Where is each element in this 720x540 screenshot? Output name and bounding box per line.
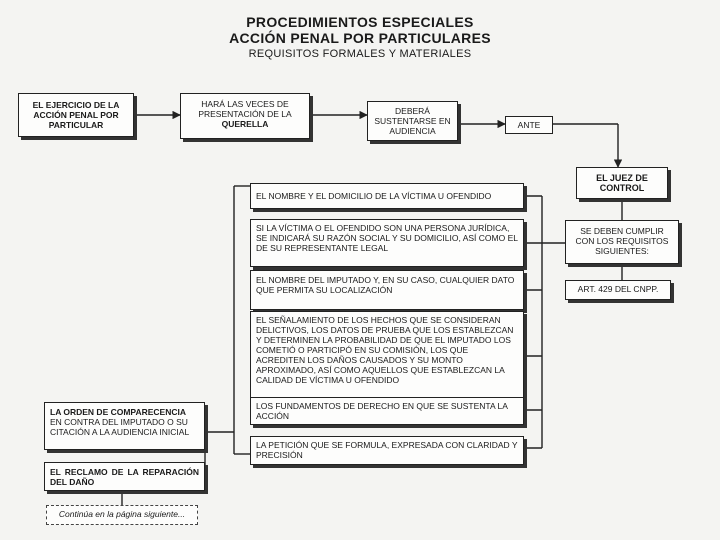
requisito-5: LOS FUNDAMENTOS DE DERECHO EN QUE SE SUSTENTA LA ACCIÓN — [250, 397, 524, 425]
box-orden-comparecencia — [44, 402, 205, 450]
box-ante: ANTE — [505, 116, 553, 134]
box-reclamo: EL RECLAMO DE LA REPARACIÓN DEL DAÑO — [44, 462, 205, 491]
orden-rest: EN CONTRA DEL IMPUTADO O SU CITACIÓN A LA AUDIENCIA INICIAL — [50, 417, 190, 437]
box-querella — [180, 93, 310, 139]
requisito-3: EL NOMBRE DEL IMPUTADO Y, EN SU CASO, CUALQUIER DATO QUE PERMITA SU LOCALIZACIÓN — [250, 270, 524, 310]
box-debera: DEBERÁ SUSTENTARSE EN AUDIENCIA — [367, 101, 458, 141]
orden-bold: LA ORDEN DE COMPARECENCIA — [50, 407, 187, 417]
requisito-4: EL SEÑALAMIENTO DE LOS HECHOS QUE SE CONSIDERAN DELICTIVOS, LOS DATOS DE PRUEBA QUE LOS ESTABLEZCAN Y DETERMINEN LA PROBABILIDAD DE QUE EL IMPUTADO LOS COMETIÓ O PARTICIPÓ EN SU COMISIÓN, LOS QUE ACREDITEN LOS DAÑOS CAUSADOS Y SU MONTO APROXIMADO, ASÍ COMO AQUELLOS QUE ESTABLEZCAN LA CALIDAD DE VÍCTIMA U OFENDIDO — [250, 311, 524, 401]
querella-prefix: HARÁ LAS VECES DE PRESENTACIÓN DE LA — [198, 99, 292, 119]
continua-note: Continúa en la página siguiente... — [46, 505, 198, 525]
title-line-3: REQUISITOS FORMALES Y MATERIALES — [248, 48, 472, 60]
box-cumplir: SE DEBEN CUMPLIR CON LOS REQUISITOS SIGUIENTES: — [565, 220, 679, 264]
box-ejercicio: EL EJERCICIO DE LA ACCIÓN PENAL POR PARTICULAR — [18, 93, 134, 137]
requisito-2: SI LA VÍCTIMA O EL OFENDIDO SON UNA PERSONA JURÍDICA, SE INDICARÁ SU RAZÓN SOCIAL Y SU DOMICILIO, ASÍ COMO EL DE SU REPRESENTANTE LEGAL — [250, 219, 524, 267]
requisito-6: LA PETICIÓN QUE SE FORMULA, EXPRESADA CON CLARIDAD Y PRECISIÓN — [250, 436, 524, 465]
requisito-1: EL NOMBRE Y EL DOMICILIO DE LA VÍCTIMA U OFENDIDO — [250, 183, 524, 209]
title-line-1: PROCEDIMIENTOS ESPECIALES — [246, 14, 474, 30]
querella-keyword: QUERELLA — [221, 119, 269, 129]
title-line-2: ACCIÓN PENAL POR PARTICULARES — [229, 30, 491, 46]
box-juez-control: EL JUEZ DE CONTROL — [576, 167, 668, 199]
box-art-429: ART. 429 DEL CNPP. — [565, 280, 671, 300]
